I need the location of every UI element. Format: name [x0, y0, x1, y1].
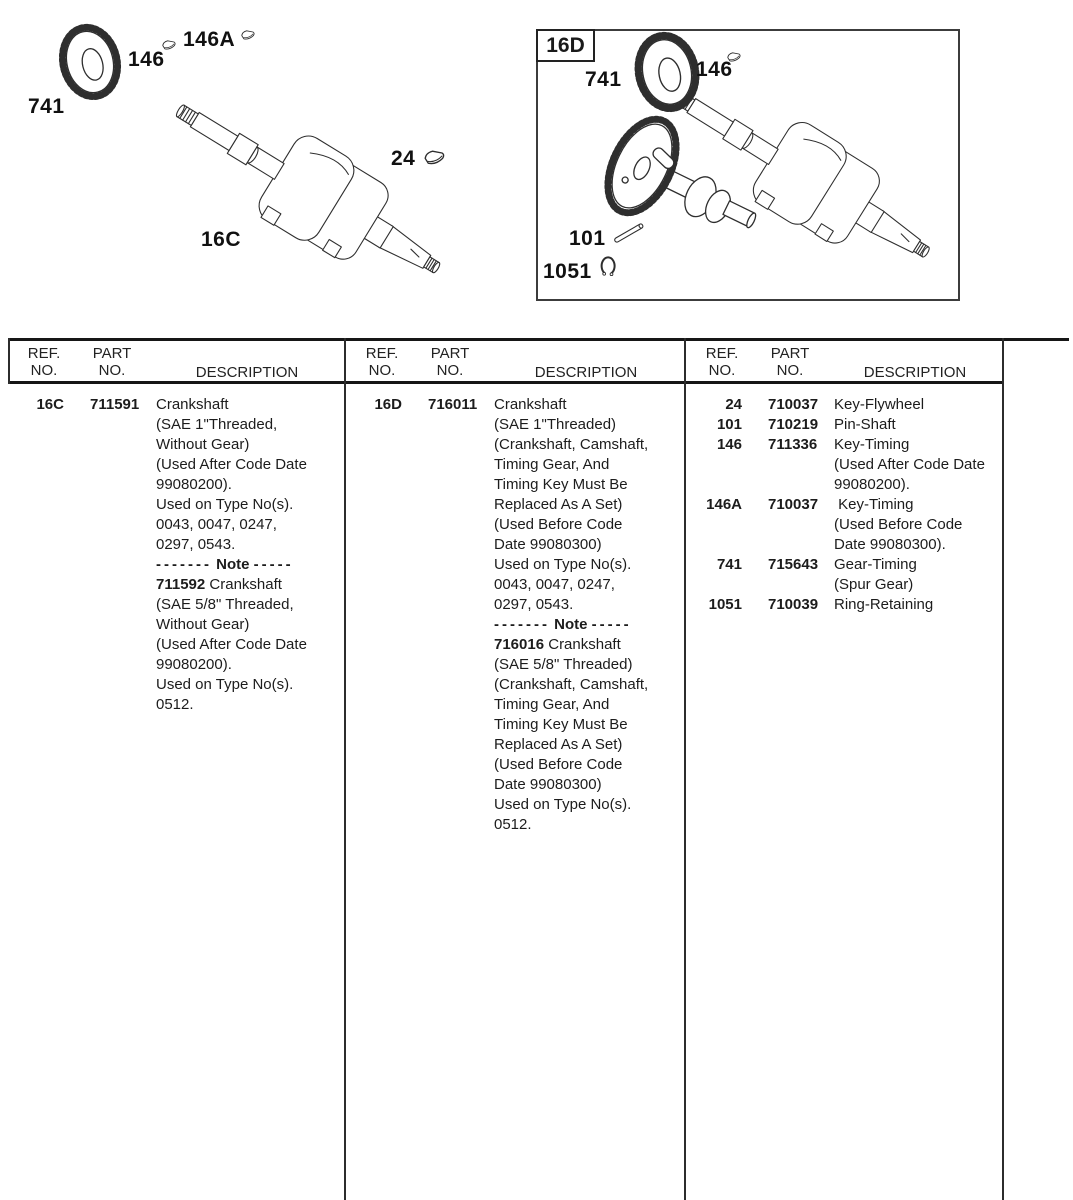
- part-label-101: 101: [569, 227, 606, 250]
- description-line: (Used Before Code: [834, 516, 963, 533]
- description-line: (Used Before Code: [494, 756, 623, 773]
- part-label-741-left: 741: [28, 95, 65, 118]
- description-line: (SAE 1"Threaded,: [156, 416, 278, 433]
- description-line: 0512.: [156, 696, 194, 713]
- header-part-no: PART NO.: [770, 345, 810, 379]
- description-line: 99080200).: [156, 476, 232, 493]
- description-line: ------- Note -----: [156, 556, 294, 573]
- description-line: (SAE 1"Threaded): [494, 416, 617, 433]
- table-row: [346, 395, 682, 835]
- description-cell: [830, 395, 1000, 415]
- part-no-cell: 710037: [768, 496, 819, 513]
- description-cell: [830, 595, 1000, 615]
- description-line: Timing Gear, And: [494, 456, 610, 473]
- description-line: Key-Flywheel: [834, 396, 925, 413]
- description-line: 0297, 0543.: [494, 596, 574, 613]
- part-label-24: 24: [391, 147, 416, 170]
- parts-table-column-3: [686, 341, 1000, 615]
- description-line: (Used After Code Date: [834, 456, 985, 473]
- description-line: Ring-Retaining: [834, 596, 934, 613]
- part-no-cell: 710219: [768, 416, 819, 433]
- description-line: Replaced As A Set): [494, 736, 623, 753]
- part-no-cell: 716011: [428, 396, 478, 413]
- table-row: [686, 415, 1000, 435]
- header-part-no: PART NO.: [92, 345, 132, 379]
- description-cell: [490, 395, 682, 835]
- part-label-16c: 16C: [201, 228, 242, 251]
- ref-no-cell: 741: [716, 556, 742, 573]
- description-line: Pin-Shaft: [834, 416, 896, 433]
- header-ref-no: REF. NO.: [365, 345, 399, 379]
- ref-no-cell: 16D: [374, 396, 402, 413]
- description-line: 716016 Crankshaft: [494, 636, 621, 653]
- description-line: (SAE 5/8" Threaded): [494, 656, 633, 673]
- parts-table-column-1: [8, 341, 342, 715]
- column-header: [686, 341, 1000, 381]
- description-line: Crankshaft: [494, 396, 567, 413]
- description-line: (Crankshaft, Camshaft,: [494, 676, 649, 693]
- key-146-icon-left: [163, 41, 175, 49]
- ref-no-cell: 24: [725, 396, 742, 413]
- ref-no-cell: 16C: [36, 396, 64, 413]
- ref-no-cell: 146: [716, 436, 742, 453]
- description-cell: [830, 435, 1000, 495]
- column-header: [8, 341, 342, 381]
- table-row: [8, 395, 342, 715]
- description-line: 99080200).: [156, 656, 232, 673]
- description-cell: [830, 555, 1000, 595]
- description-line: (Used After Code Date: [156, 456, 307, 473]
- description-line: Gear-Timing: [834, 556, 917, 573]
- description-line: Used on Type No(s).: [156, 496, 294, 513]
- description-line: Replaced As A Set): [494, 496, 623, 513]
- description-line: Key-Timing: [834, 496, 914, 513]
- part-no-cell: 710039: [768, 596, 819, 613]
- description-line: Without Gear): [156, 616, 250, 633]
- description-line: Timing Key Must Be: [494, 716, 628, 733]
- description-line: 0297, 0543.: [156, 536, 236, 553]
- description-cell: [152, 395, 342, 715]
- ref-no-cell: 146A: [706, 496, 742, 513]
- header-description: DESCRIPTION: [195, 364, 299, 381]
- description-line: Used on Type No(s).: [494, 796, 632, 813]
- description-line: Key-Timing: [834, 436, 910, 453]
- table-right-rule: [1002, 338, 1004, 1200]
- table-row: [686, 595, 1000, 615]
- description-line: 0043, 0047, 0247,: [494, 576, 615, 593]
- header-ref-no: REF. NO.: [27, 345, 61, 379]
- header-ref-no: REF. NO.: [705, 345, 739, 379]
- header-part-no: PART NO.: [430, 345, 470, 379]
- description-line: Date 99080300): [494, 536, 602, 553]
- description-line: Used on Type No(s).: [494, 556, 632, 573]
- description-line: Timing Gear, And: [494, 696, 610, 713]
- table-row: [686, 395, 1000, 415]
- part-no-cell: 711591: [90, 396, 140, 413]
- description-line: 0512.: [494, 816, 532, 833]
- description-cell: [830, 415, 1000, 435]
- description-cell: [830, 495, 1000, 555]
- description-line: 711592 Crankshaft: [156, 576, 282, 593]
- description-line: Date 99080300): [494, 776, 602, 793]
- part-label-146a: 146A: [183, 28, 236, 51]
- part-label-741-right: 741: [585, 68, 622, 91]
- part-no-cell: 711336: [768, 436, 818, 453]
- description-line: Crankshaft: [156, 396, 229, 413]
- key-24-flywheel-icon: [425, 151, 443, 163]
- crankshaft-16c-drawing: [153, 69, 463, 310]
- table-row: [686, 435, 1000, 495]
- table-row: [686, 495, 1000, 555]
- key-146a-icon: [242, 31, 254, 39]
- description-line: Without Gear): [156, 436, 250, 453]
- part-label-146-right: 146: [696, 58, 733, 81]
- part-label-146-left: 146: [128, 48, 165, 71]
- description-line: (Spur Gear): [834, 576, 914, 593]
- description-line: 99080200).: [834, 476, 910, 493]
- timing-gear-741-drawing-left: [55, 22, 124, 103]
- parts-table-column-2: [346, 341, 682, 835]
- description-line: (SAE 5/8" Threaded,: [156, 596, 294, 613]
- header-description: DESCRIPTION: [534, 364, 638, 381]
- part-no-cell: 710037: [768, 396, 819, 413]
- description-line: Timing Key Must Be: [494, 476, 628, 493]
- ref-no-cell: 1051: [708, 596, 742, 613]
- description-line: Date 99080300).: [834, 536, 946, 553]
- part-no-cell: 715643: [768, 556, 819, 573]
- description-line: (Crankshaft, Camshaft,: [494, 436, 649, 453]
- column-header: [346, 341, 682, 381]
- table-row: [686, 555, 1000, 595]
- part-label-1051: 1051: [543, 260, 592, 283]
- description-line: (Used After Code Date: [156, 636, 307, 653]
- detail-box-label: 16D: [536, 29, 595, 62]
- header-description: DESCRIPTION: [863, 364, 967, 381]
- ref-no-cell: 101: [716, 416, 742, 433]
- description-line: Used on Type No(s).: [156, 676, 294, 693]
- description-line: 0043, 0047, 0247,: [156, 516, 277, 533]
- description-line: (Used Before Code: [494, 516, 623, 533]
- description-line: ------- Note -----: [494, 616, 632, 633]
